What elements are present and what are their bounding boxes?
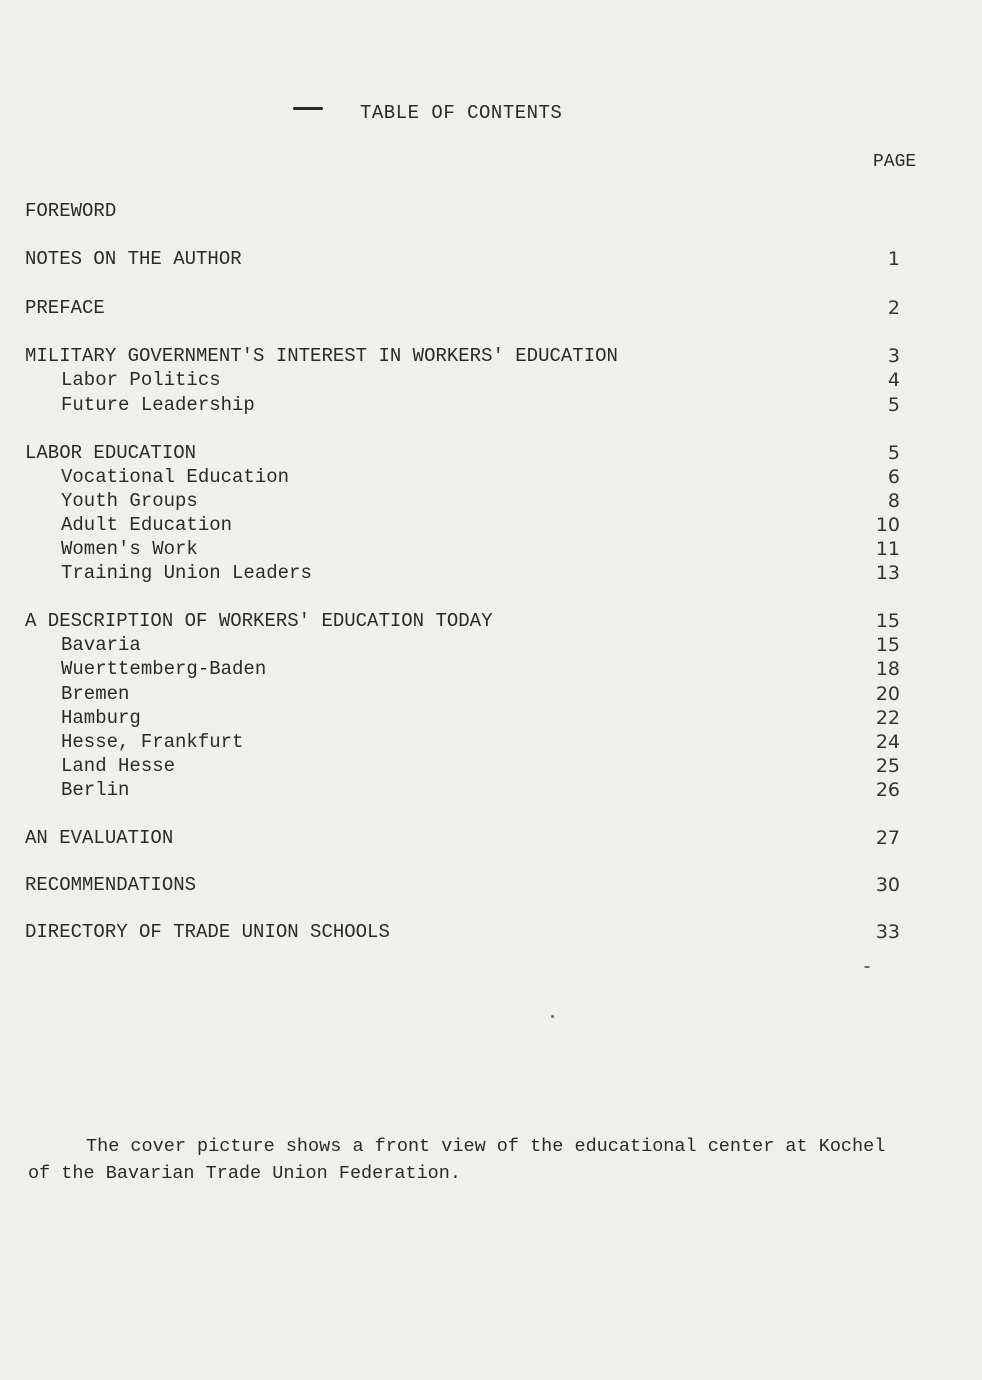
toc-entry-page: 18 [875,658,900,680]
cover-note [28,1133,953,1187]
toc-entry-page: 27 [875,827,900,849]
toc-entry-page: 15 [875,610,900,632]
toc-entry-label: Bremen [61,683,130,705]
toc-entry-page: 13 [875,562,900,584]
toc-entry-page: 15 [875,634,900,656]
toc-entry-label: Hamburg [61,707,141,729]
toc-entry-label: A DESCRIPTION OF WORKERS' EDUCATION TODAY [25,610,493,632]
toc-entry-label: Bavaria [61,634,141,656]
toc-entry-label: DIRECTORY OF TRADE UNION SCHOOLS [25,921,390,943]
paper-speck [551,1015,554,1018]
page-title: TABLE OF CONTENTS [360,102,563,124]
toc-entry-page: 33 [875,921,900,943]
toc-entry-page: 20 [875,683,900,705]
toc-entry-label: Future Leadership [61,394,255,416]
toc-entry-page: 26 [875,779,900,801]
toc-entry-label: Hesse, Frankfurt [61,731,244,753]
toc-entry-label: PREFACE [25,297,105,319]
toc-entry-page: 5 [887,442,900,464]
toc-entry-label: FOREWORD [25,200,117,222]
toc-entry-label: Women's Work [61,538,198,560]
toc-entry-label: Vocational Education [61,466,290,488]
toc-entry-label: Land Hesse [61,755,176,777]
cover-note-line-1: The cover picture shows a front view of the educational center at Kochel [86,1136,886,1157]
toc-entry-label: MILITARY GOVERNMENT'S INTEREST IN WORKERS' EDUCATION [25,345,618,367]
toc-entry-page: 30 [875,874,900,896]
toc-entry-page: 24 [875,731,900,753]
toc-entry-page: 22 [875,707,900,729]
toc-entry-page: 4 [887,369,900,391]
toc-entry-label: Youth Groups [61,490,198,512]
toc-entry-label: LABOR EDUCATION [25,442,197,464]
paper-speck [864,966,870,968]
toc-entry-label: Labor Politics [61,369,221,391]
toc-entry-page: 6 [887,466,900,488]
toc-entry-page: 2 [887,297,900,319]
toc-entry-label: Training Union Leaders [61,562,312,584]
toc-entry-page: 8 [887,490,900,512]
page-column-header: PAGE [873,152,917,172]
toc-entry-label: Berlin [61,779,130,801]
toc-entry-page: 25 [875,755,900,777]
toc-entry-page: 1 [887,248,900,270]
toc-entry-label: AN EVALUATION [25,827,174,849]
pen-mark [293,107,323,110]
toc-entry-label: RECOMMENDATIONS [25,874,197,896]
toc-entry-label: NOTES ON THE AUTHOR [25,248,242,270]
toc-entry-label: Wuerttemberg-Baden [61,658,267,680]
cover-note-line-2: of the Bavarian Trade Union Federation. [28,1163,461,1184]
toc-entry-page: 5 [887,394,900,416]
toc-entry-page: 11 [875,538,900,560]
toc-entry-page: 10 [875,514,900,536]
toc-entry-page: 3 [887,345,900,367]
toc-entry-label: Adult Education [61,514,233,536]
